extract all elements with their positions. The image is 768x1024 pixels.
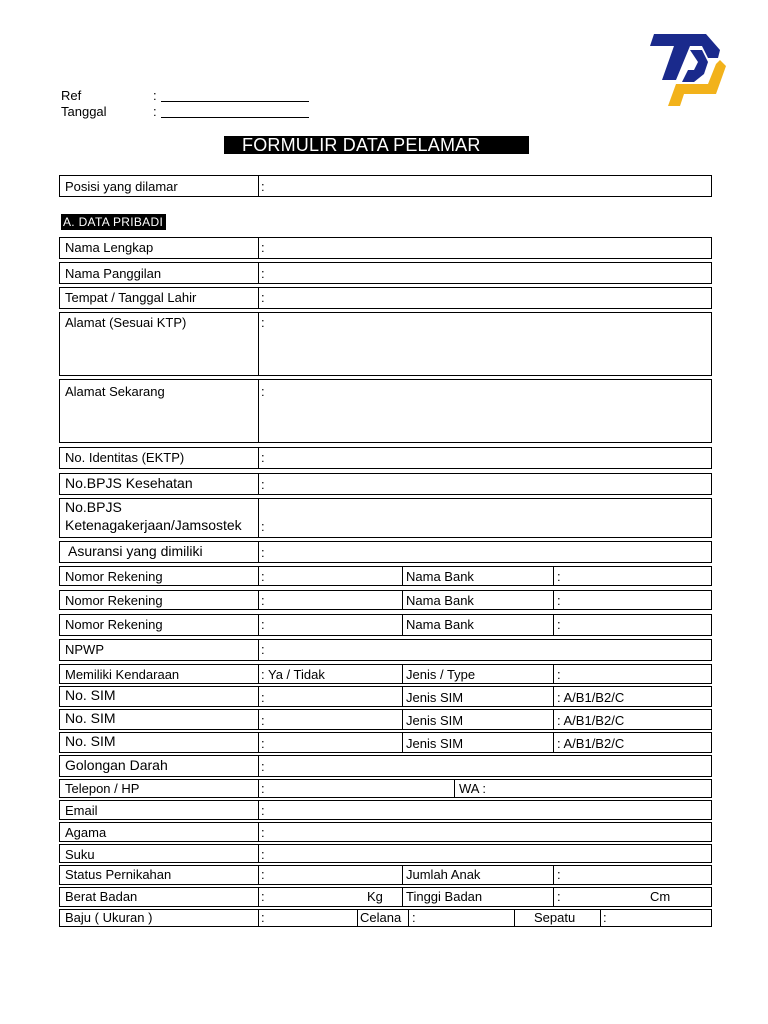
jenis-sim-2-label: Jenis SIM bbox=[406, 713, 464, 728]
status-nikah-label: Status Pernikahan bbox=[65, 867, 172, 882]
sim-3-label: No. SIM bbox=[65, 733, 116, 749]
sim-2-label: No. SIM bbox=[65, 710, 116, 726]
rekening-2-label: Nomor Rekening bbox=[65, 593, 163, 608]
sim-1-label: No. SIM bbox=[65, 687, 116, 703]
tanggal-label: Tanggal bbox=[61, 104, 107, 119]
asuransi-input[interactable]: : bbox=[261, 545, 265, 560]
sim-2-input[interactable]: : bbox=[261, 713, 265, 728]
celana-input[interactable]: : bbox=[412, 910, 416, 925]
tinggi-input[interactable]: : bbox=[557, 889, 561, 904]
form-title: FORMULIR DATA PELAMAR bbox=[224, 136, 529, 154]
jenis-sim-3-value[interactable]: : A/B1/B2/C bbox=[557, 736, 625, 751]
golongan-darah-label: Golongan Darah bbox=[65, 757, 168, 773]
bank-3-label: Nama Bank bbox=[406, 617, 474, 632]
sepatu-label: Sepatu bbox=[534, 910, 576, 925]
rekening-2-input[interactable]: : bbox=[261, 593, 265, 608]
sepatu-input[interactable]: : bbox=[603, 910, 607, 925]
tempat-lahir-label: Tempat / Tanggal Lahir bbox=[65, 290, 197, 305]
no-identitas-input[interactable]: : bbox=[261, 450, 265, 465]
rekening-1-label: Nomor Rekening bbox=[65, 569, 163, 584]
email-input[interactable]: : bbox=[261, 803, 265, 818]
position-label: Posisi yang dilamar bbox=[65, 179, 178, 194]
baju-label: Baju ( Ukuran ) bbox=[65, 910, 153, 925]
email-label: Email bbox=[65, 803, 98, 818]
nama-lengkap-input[interactable]: : bbox=[261, 240, 265, 255]
nama-lengkap-label: Nama Lengkap bbox=[65, 240, 154, 255]
telepon-label: Telepon / HP bbox=[65, 781, 140, 796]
agama-input[interactable]: : bbox=[261, 825, 265, 840]
rekening-3-input[interactable]: : bbox=[261, 617, 265, 632]
suku-input[interactable]: : bbox=[261, 847, 265, 862]
bpjs-kesehatan-input[interactable]: : bbox=[261, 477, 265, 492]
sim-3-input[interactable]: : bbox=[261, 736, 265, 751]
asuransi-label: Asuransi yang dimiliki bbox=[68, 543, 203, 559]
tanggal-colon: : bbox=[153, 104, 157, 119]
section-a-heading: A. DATA PRIBADI bbox=[61, 214, 166, 230]
jenis-sim-1-label: Jenis SIM bbox=[406, 690, 464, 705]
nama-panggilan-label: Nama Panggilan bbox=[65, 266, 162, 281]
alamat-ktp-input[interactable]: : bbox=[261, 315, 265, 330]
berat-label: Berat Badan bbox=[65, 889, 138, 904]
nama-panggilan-input[interactable]: : bbox=[261, 266, 265, 281]
baju-input[interactable]: : bbox=[261, 910, 265, 925]
td-logo-icon bbox=[646, 30, 728, 108]
kg-unit: Kg bbox=[367, 889, 383, 904]
bpjs-kesehatan-label: No.BPJS Kesehatan bbox=[65, 475, 193, 491]
bank-2-label: Nama Bank bbox=[406, 593, 474, 608]
cm-unit: Cm bbox=[650, 889, 671, 904]
jenis-type-label: Jenis / Type bbox=[406, 667, 476, 682]
telepon-input[interactable]: : bbox=[261, 781, 265, 796]
tempat-lahir-input[interactable]: : bbox=[261, 290, 265, 305]
status-nikah-input[interactable]: : bbox=[261, 867, 265, 882]
golongan-darah-input[interactable]: : bbox=[261, 759, 265, 774]
no-identitas-label: No. Identitas (EKTP) bbox=[65, 450, 185, 465]
bank-3-input[interactable]: : bbox=[557, 617, 561, 632]
kendaraan-label: Memiliki Kendaraan bbox=[65, 667, 180, 682]
bank-2-input[interactable]: : bbox=[557, 593, 561, 608]
bpjs-tk-label-1: No.BPJS bbox=[65, 499, 122, 515]
alamat-sekarang-label: Alamat Sekarang bbox=[65, 384, 165, 399]
alamat-ktp-label: Alamat (Sesuai KTP) bbox=[65, 315, 187, 330]
tinggi-label: Tinggi Badan bbox=[406, 889, 483, 904]
bpjs-tk-input[interactable]: : bbox=[261, 519, 265, 534]
rekening-1-input[interactable]: : bbox=[261, 569, 265, 584]
suku-label: Suku bbox=[65, 847, 95, 862]
bpjs-tk-label-2: Ketenagakerjaan/Jamsostek bbox=[65, 517, 242, 533]
tanggal-field[interactable] bbox=[161, 117, 309, 118]
npwp-input[interactable]: : bbox=[261, 642, 265, 657]
row-berat-tinggi bbox=[59, 887, 712, 907]
jenis-type-input[interactable]: : bbox=[557, 667, 561, 682]
ref-label: Ref bbox=[61, 88, 82, 103]
sim-1-input[interactable]: : bbox=[261, 690, 265, 705]
wa-input[interactable]: WA : bbox=[459, 781, 486, 796]
row-suku bbox=[59, 844, 712, 863]
jenis-sim-1-value[interactable]: : A/B1/B2/C bbox=[557, 690, 625, 705]
jumlah-anak-label: Jumlah Anak bbox=[406, 867, 481, 882]
jenis-sim-3-label: Jenis SIM bbox=[406, 736, 464, 751]
jenis-sim-2-value[interactable]: : A/B1/B2/C bbox=[557, 713, 625, 728]
alamat-sekarang-input[interactable]: : bbox=[261, 384, 265, 399]
row-agama bbox=[59, 822, 712, 842]
position-input[interactable]: : bbox=[261, 179, 265, 194]
row-npwp bbox=[59, 639, 712, 661]
rekening-3-label: Nomor Rekening bbox=[65, 617, 163, 632]
bank-1-input[interactable]: : bbox=[557, 569, 561, 584]
bank-1-label: Nama Bank bbox=[406, 569, 474, 584]
agama-label: Agama bbox=[65, 825, 107, 840]
ref-colon: : bbox=[153, 88, 157, 103]
npwp-label: NPWP bbox=[65, 642, 104, 657]
row-telepon bbox=[59, 779, 712, 798]
berat-input[interactable]: : bbox=[261, 889, 265, 904]
celana-label: Celana bbox=[360, 910, 402, 925]
kendaraan-ya-tidak[interactable]: : Ya / Tidak bbox=[261, 667, 325, 682]
row-nama-lengkap bbox=[59, 237, 712, 259]
jumlah-anak-input[interactable]: : bbox=[557, 867, 561, 882]
row-email bbox=[59, 800, 712, 820]
ref-field[interactable] bbox=[161, 101, 309, 102]
